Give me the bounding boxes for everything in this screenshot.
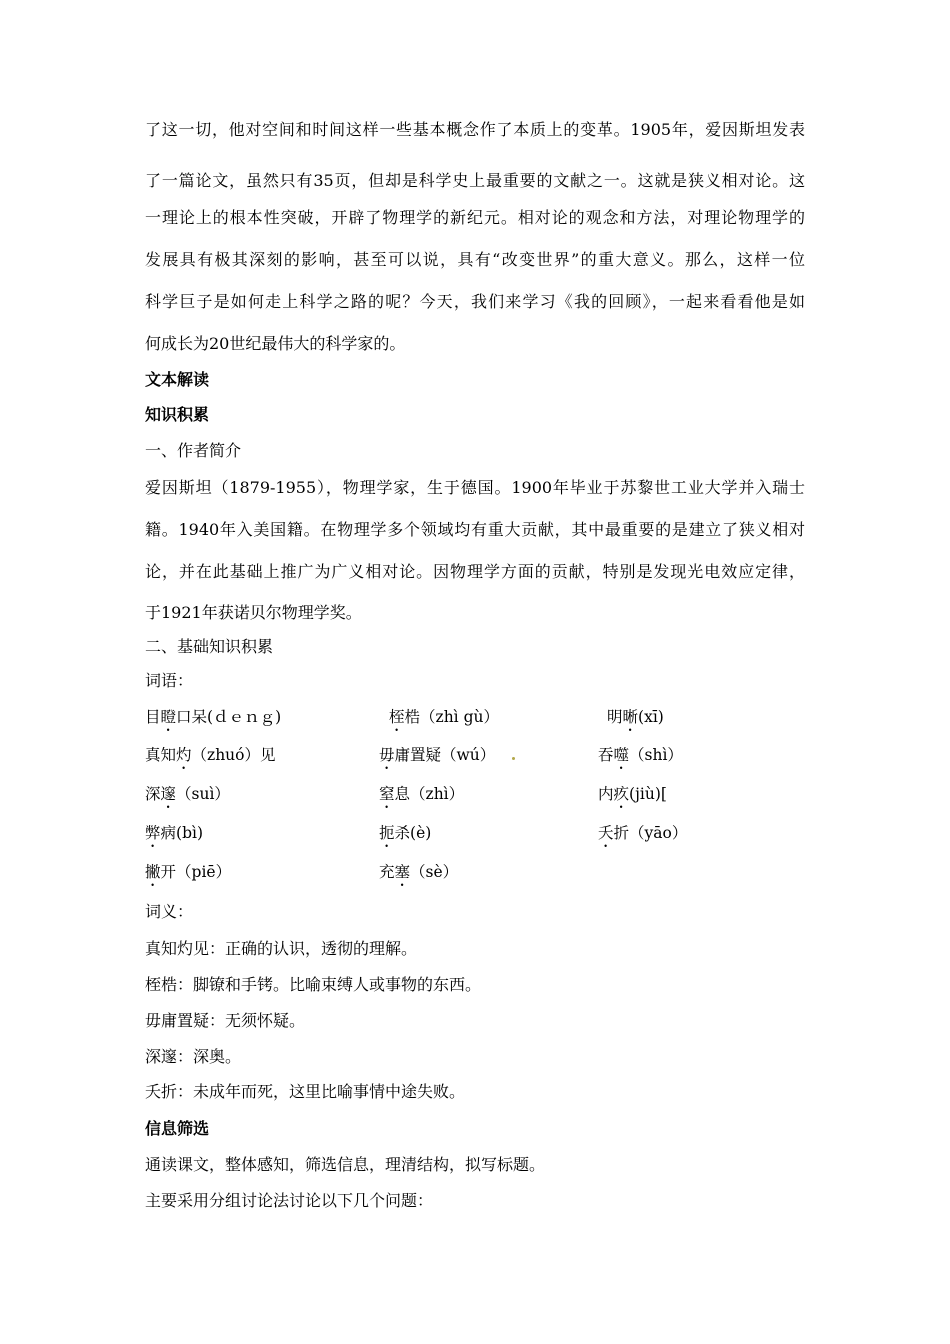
info-line: 主要采用分组讨论法讨论以下几个问题： bbox=[145, 1191, 434, 1210]
vocab-item: 弊病(bì) bbox=[145, 824, 204, 842]
vocab-item: 撇开（piē） bbox=[145, 863, 232, 881]
definition-line: 毋庸置疑：无须怀疑。 bbox=[145, 1011, 306, 1030]
vocab-item: 明晰(xī) bbox=[607, 708, 664, 726]
vocab-item: 目瞪口呆(ｄｅｎｇ) bbox=[145, 708, 282, 726]
definition-line: 真知灼见：正确的认识，透彻的理解。 bbox=[145, 939, 418, 958]
author-bio-line: 论，并在此基础上推广为广义相对论。因物理学方面的贡献，特别是发现光电效应定律， bbox=[145, 562, 805, 581]
vocab-item: 内疚(jiù)[ bbox=[598, 785, 667, 803]
vocab-item: 扼杀(è) bbox=[379, 824, 432, 842]
author-bio-line: 籍。1940年入美国籍。在物理学多个领域均有重大贡献，其中最重要的是建立了狭义相对 bbox=[145, 520, 805, 539]
heading-author: 一、作者简介 bbox=[145, 441, 242, 460]
intro-line: 一理论上的根本性突破，开辟了物理学的新纪元。相对论的观念和方法，对理论物理学的 bbox=[145, 208, 805, 227]
decorative-dot bbox=[512, 757, 515, 760]
intro-line: 了一篇论文，虽然只有35页，但却是科学史上最重要的文献之一。这就是狭义相对论。这 bbox=[145, 171, 805, 190]
heading-info: 信息筛选 bbox=[145, 1119, 210, 1138]
definition-line: 夭折：未成年而死，这里比喻事情中途失败。 bbox=[145, 1082, 466, 1101]
vocab-item: 真知灼（zhuó）见 bbox=[145, 746, 276, 764]
author-bio-line: 爱因斯坦（1879-1955），物理学家，生于德国。1900年毕业于苏黎世工业大学并入瑞士 bbox=[145, 478, 805, 497]
vocab-item: 充塞（sè） bbox=[379, 863, 459, 881]
heading-basics: 二、基础知识积累 bbox=[145, 637, 274, 656]
intro-line: 何成长为20世纪最伟大的科学家的。 bbox=[145, 334, 406, 353]
vocab-item: 窒息（zhì） bbox=[379, 785, 465, 803]
vocab-item: 深邃（suì） bbox=[145, 785, 230, 803]
intro-line: 了这一切，他对空间和时间这样一些基本概念作了本质上的变革。1905年，爱因斯坦发表 bbox=[145, 120, 805, 139]
intro-line: 发展具有极其深刻的影响，甚至可以说，具有“改变世界”的重大意义。那么，这样一位 bbox=[145, 250, 805, 269]
author-bio-line: 于1921年获诺贝尔物理学奖。 bbox=[145, 603, 362, 622]
definition-line: 深邃：深奥。 bbox=[145, 1047, 242, 1066]
intro-line: 科学巨子是如何走上科学之路的呢？今天，我们来学习《我的回顾》，一起来看看他是如 bbox=[145, 292, 805, 311]
vocab-item: 桎梏（zhì gù） bbox=[389, 708, 499, 726]
heading-knowledge: 知识积累 bbox=[145, 405, 210, 424]
vocab-item: 毋庸置疑（wú） bbox=[379, 746, 496, 764]
vocab-item: 吞噬（shì） bbox=[598, 746, 683, 764]
heading-words: 词语： bbox=[145, 671, 194, 690]
heading-meanings: 词义： bbox=[145, 902, 194, 921]
definition-line: 桎梏：脚镣和手铐。比喻束缚人或事物的东西。 bbox=[145, 975, 482, 994]
heading-reading: 文本解读 bbox=[145, 370, 210, 389]
vocab-item: 夭折（yāo） bbox=[598, 824, 688, 842]
info-line: 通读课文，整体感知，筛选信息，理清结构，拟写标题。 bbox=[145, 1155, 546, 1174]
